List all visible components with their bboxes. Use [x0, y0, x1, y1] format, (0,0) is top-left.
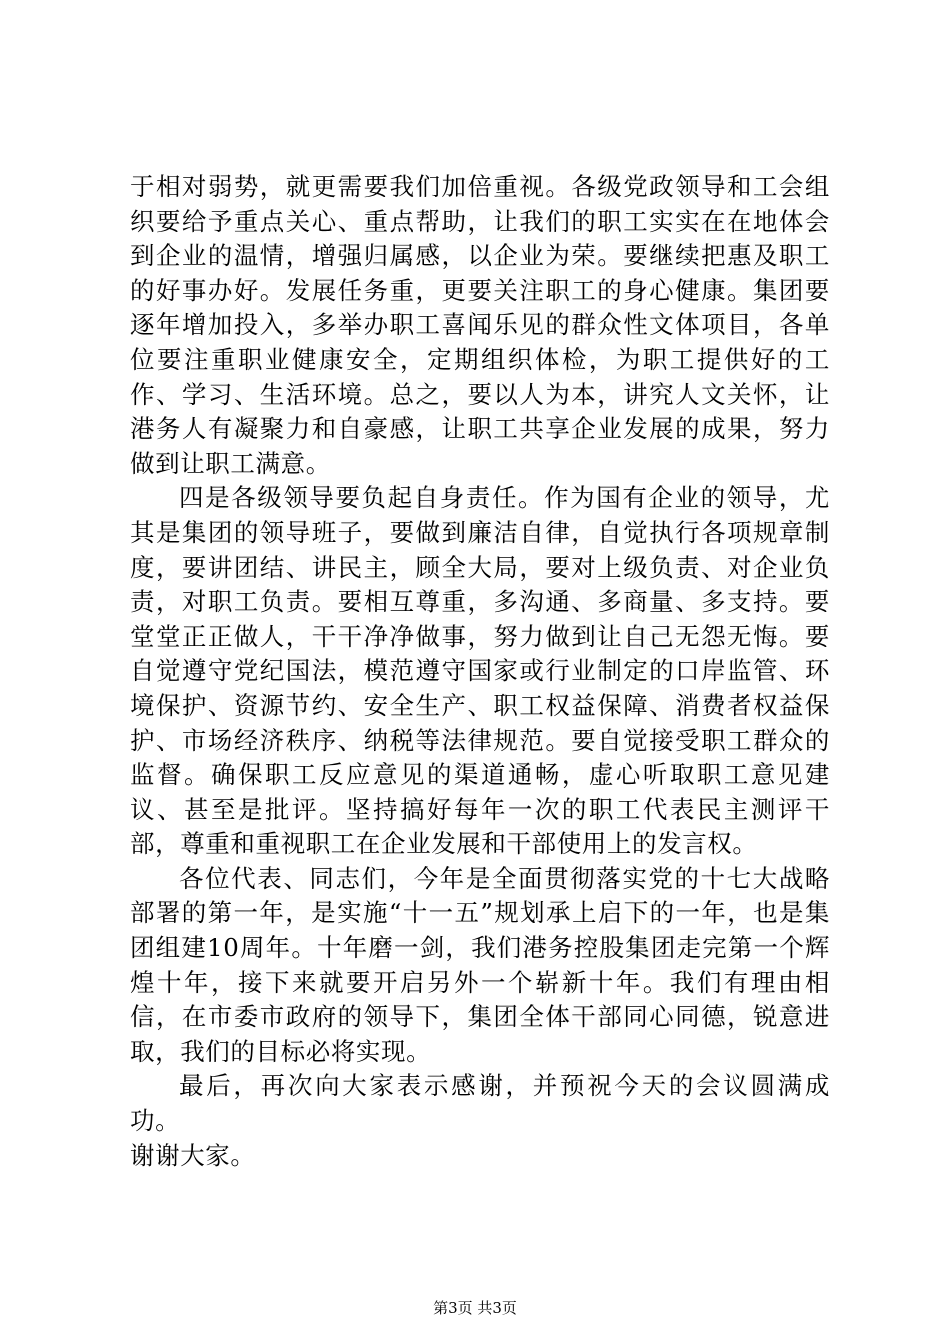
document-body — [130, 170, 830, 1173]
paragraph-2: 四是各级领导要负起自身责任。作为国有企业的领导，尤其是集团的领导班子，要做到廉洁自律，自觉执行各项规章制度，要讲团结、讲民主，顾全大局，要对上级负责、对企业负责，对职工负责。要相互尊重，多沟通、多商量、多支持。要堂堂正正做人，干干净净做事，努力做到让自己无怨无悔。要自觉遵守党纪国法，模范遵守国家或行业制定的口岸监管、环境保护、资源节约、安全生产、职工权益保障、消费者权益保护、市场经济秩序、纳税等法律规范。要自觉接受职工群众的监督。确保职工反应意见的渠道通畅，虚心听取职工意见建议、甚至是批评。坚持搞好每年一次的职工代表民主测评干部，尊重和重视职工在企业发展和干部使用上的发言权。 — [130, 483, 830, 859]
paragraph-3: 各位代表、同志们，今年是全面贯彻落实党的十七大战略部署的第一年，是实施“十一五”规划承上启下的一年，也是集团组建10周年。十年磨一剑，我们港务控股集团走完第一个辉煌十年，接下来就要开启另外一个崭新十年。我们有理由相信，在市委市政府的领导下，集团全体干部同心同德，锐意进取，我们的目标必将实现。 — [130, 863, 830, 1066]
page-number-label: 第3页 共3页 — [433, 1299, 517, 1317]
page-footer — [0, 1298, 950, 1318]
paragraph-5: 谢谢大家。 — [130, 1140, 256, 1170]
paragraph-1: 于相对弱势，就更需要我们加倍重视。各级党政领导和工会组织要给予重点关心、重点帮助，让我们的职工实实在在地体会到企业的温情，增强归属感，以企业为荣。要继续把惠及职工的好事办好。发展任务重，更要关注职工的身心健康。集团要逐年增加投入，多举办职工喜闻乐见的群众性文体项目，各单位要注重职业健康安全，定期组织体检，为职工提供好的工作、学习、生活环境。总之，要以人为本，讲究人文关怀，让港务人有凝聚力和自豪感，让职工共享企业发展的成果，努力做到让职工满意。 — [130, 172, 830, 478]
paragraph-4: 最后，再次向大家表示感谢，并预祝今天的会议圆满成功。 — [130, 1071, 830, 1136]
